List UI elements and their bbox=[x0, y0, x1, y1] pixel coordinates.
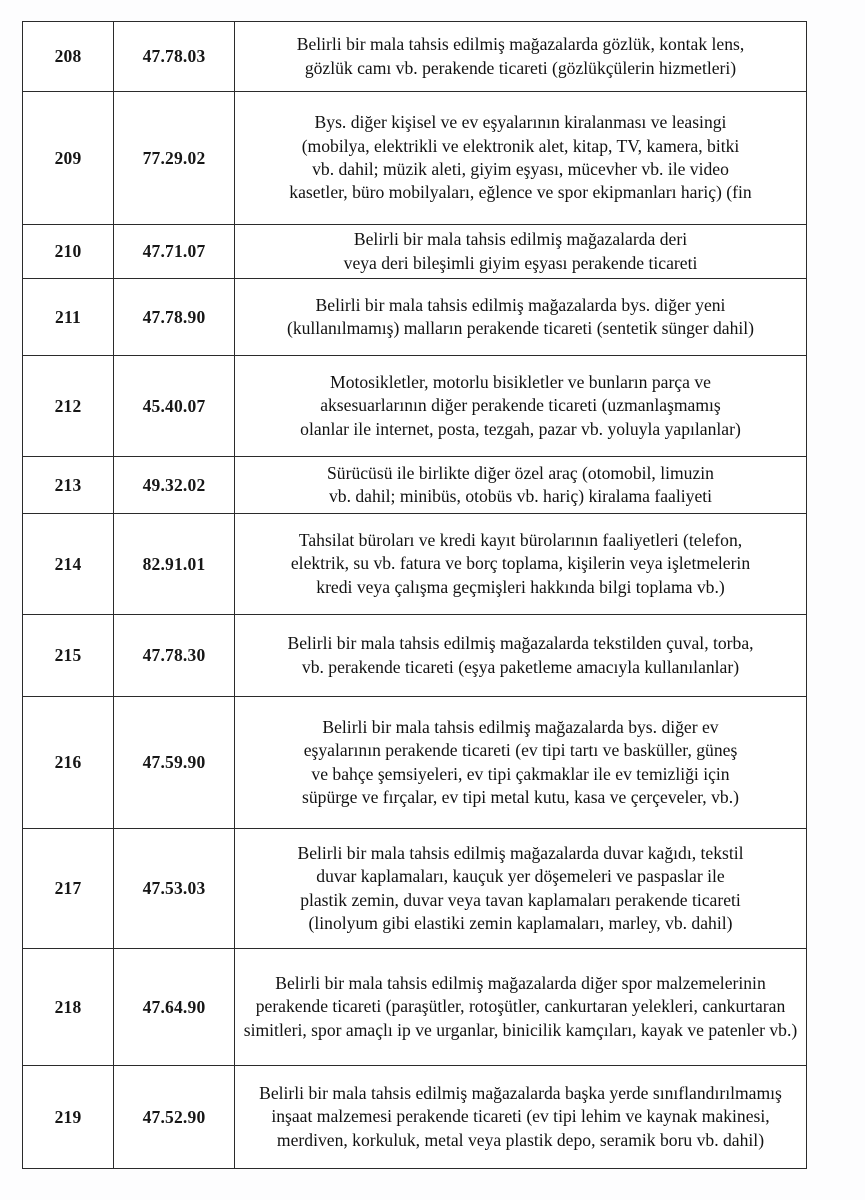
activity-code-cell: 47.59.90 bbox=[114, 697, 235, 829]
activity-code-cell: 82.91.01 bbox=[114, 514, 235, 615]
activity-code-cell: 47.71.07 bbox=[114, 225, 235, 279]
activity-description-cell bbox=[235, 829, 807, 949]
activity-code-cell: 47.78.30 bbox=[114, 615, 235, 697]
activity-code-cell: 49.32.02 bbox=[114, 457, 235, 514]
classification-table bbox=[22, 21, 807, 1169]
table-row bbox=[23, 356, 807, 457]
description-text: Belirli bir mala tahsis edilmiş mağazalarda başka yerde sınıflandırılmamış inşaat malzemesi perakende ticareti (ev tipi lehim ve kaynak makinesi, merdiven, korkuluk, metal veya plastik depo, seramik boru vb. dahil) bbox=[259, 1082, 782, 1150]
table-body bbox=[23, 22, 807, 1169]
table-row bbox=[23, 514, 807, 615]
activity-code-cell: 45.40.07 bbox=[114, 356, 235, 457]
row-number-cell: 212 bbox=[23, 356, 114, 457]
activity-description-cell bbox=[235, 949, 807, 1066]
table-row bbox=[23, 92, 807, 225]
row-number-cell: 216 bbox=[23, 697, 114, 829]
table-row bbox=[23, 279, 807, 356]
description-text: Tahsilat büroları ve kredi kayıt bürolarının faaliyetleri (telefon, elektrik, su vb. fatura ve borç toplama, kişilerin veya işletmelerin kredi veya çalışma geçmişleri hakkında bilgi toplama vb.) bbox=[290, 529, 751, 597]
activity-code-cell: 47.53.03 bbox=[114, 829, 235, 949]
table-row bbox=[23, 949, 807, 1066]
row-number-cell: 214 bbox=[23, 514, 114, 615]
activity-description-cell bbox=[235, 356, 807, 457]
activity-code-cell: 47.52.90 bbox=[114, 1066, 235, 1169]
description-text: Motosikletler, motorlu bisikletler ve bunların parça ve aksesuarlarının diğer perakende ticareti (uzmanlaşmamış olanlar ile internet, posta, tezgah, pazar vb. yoluyla yapılanlar) bbox=[300, 371, 741, 439]
table-row bbox=[23, 457, 807, 514]
activity-description-cell bbox=[235, 457, 807, 514]
description-text: Belirli bir mala tahsis edilmiş mağazalarda deri veya deri bileşimli giyim eşyası perakende ticareti bbox=[343, 229, 698, 273]
activity-description-cell bbox=[235, 1066, 807, 1169]
description-text: Sürücüsü ile birlikte diğer özel araç (otomobil, limuzin vb. dahil; minibüs, otobüs vb. hariç) kiralama faaliyeti bbox=[327, 462, 714, 506]
activity-description-cell bbox=[235, 225, 807, 279]
activity-description-cell bbox=[235, 697, 807, 829]
activity-description-cell bbox=[235, 615, 807, 697]
table-row bbox=[23, 697, 807, 829]
activity-code-cell: 47.78.03 bbox=[114, 22, 235, 92]
description-text: Belirli bir mala tahsis edilmiş mağazalarda duvar kağıdı, tekstil duvar kaplamaları, kauçuk yer döşemeleri ve paspaslar ile plastik zemin, duvar veya tavan kaplamaları perakende ticareti (linolyum gibi elastiki zemin kaplamaları, marley, vb. dahil) bbox=[297, 842, 744, 933]
activity-description-cell bbox=[235, 22, 807, 92]
description-text: Bys. diğer kişisel ve ev eşyalarının kiralanması ve leasingi (mobilya, elektrikli ve elektronik alet, kitap, TV, kamera, bitki vb. dahil; müzik aleti, giyim eşyası, mücevher vb. ile video kasetler, büro mobilyaları, eğlence ve spor ekipmanları hariç) (fin bbox=[289, 112, 752, 203]
table-row bbox=[23, 1066, 807, 1169]
activity-code-cell: 77.29.02 bbox=[114, 92, 235, 225]
table-row bbox=[23, 829, 807, 949]
description-text: Belirli bir mala tahsis edilmiş mağazalarda bys. diğer yeni (kullanılmamış) malların perakende ticareti (sentetik sünger dahil) bbox=[286, 294, 755, 338]
activity-description-cell bbox=[235, 92, 807, 225]
row-number-cell: 218 bbox=[23, 949, 114, 1066]
description-text: Belirli bir mala tahsis edilmiş mağazalarda diğer spor malzemelerinin perakende ticareti (paraşütler, rotoşütler, cankurtaran yelekleri, cankurtaran simitleri, spor amaçlı ip ve urganlar, binicilik kamçıları, kayak ve patenler vb.) bbox=[243, 972, 798, 1040]
description-text: Belirli bir mala tahsis edilmiş mağazalarda gözlük, kontak lens, gözlük camı vb. perakende ticareti (gözlükçülerin hizmetleri) bbox=[296, 34, 745, 78]
activity-description-cell bbox=[235, 279, 807, 356]
description-text: Belirli bir mala tahsis edilmiş mağazalarda tekstilden çuval, torba, vb. perakende ticareti (eşya paketleme amacıyla kullanılanlar) bbox=[287, 633, 754, 677]
activity-code-cell: 47.64.90 bbox=[114, 949, 235, 1066]
row-number-cell: 208 bbox=[23, 22, 114, 92]
row-number-cell: 217 bbox=[23, 829, 114, 949]
description-text: Belirli bir mala tahsis edilmiş mağazalarda bys. diğer ev eşyalarının perakende ticareti (ev tipi tartı ve basküller, güneş ve bahçe şemsiyeleri, ev tipi çakmaklar ile ev temizliği için süpürge ve fırçalar, ev tipi metal kutu, kasa ve çerçeveler, vb.) bbox=[302, 716, 739, 807]
table-row bbox=[23, 225, 807, 279]
row-number-cell: 210 bbox=[23, 225, 114, 279]
row-number-cell: 211 bbox=[23, 279, 114, 356]
table-row bbox=[23, 22, 807, 92]
row-number-cell: 215 bbox=[23, 615, 114, 697]
row-number-cell: 219 bbox=[23, 1066, 114, 1169]
row-number-cell: 213 bbox=[23, 457, 114, 514]
activity-code-cell: 47.78.90 bbox=[114, 279, 235, 356]
row-number-cell: 209 bbox=[23, 92, 114, 225]
table-row bbox=[23, 615, 807, 697]
activity-description-cell bbox=[235, 514, 807, 615]
